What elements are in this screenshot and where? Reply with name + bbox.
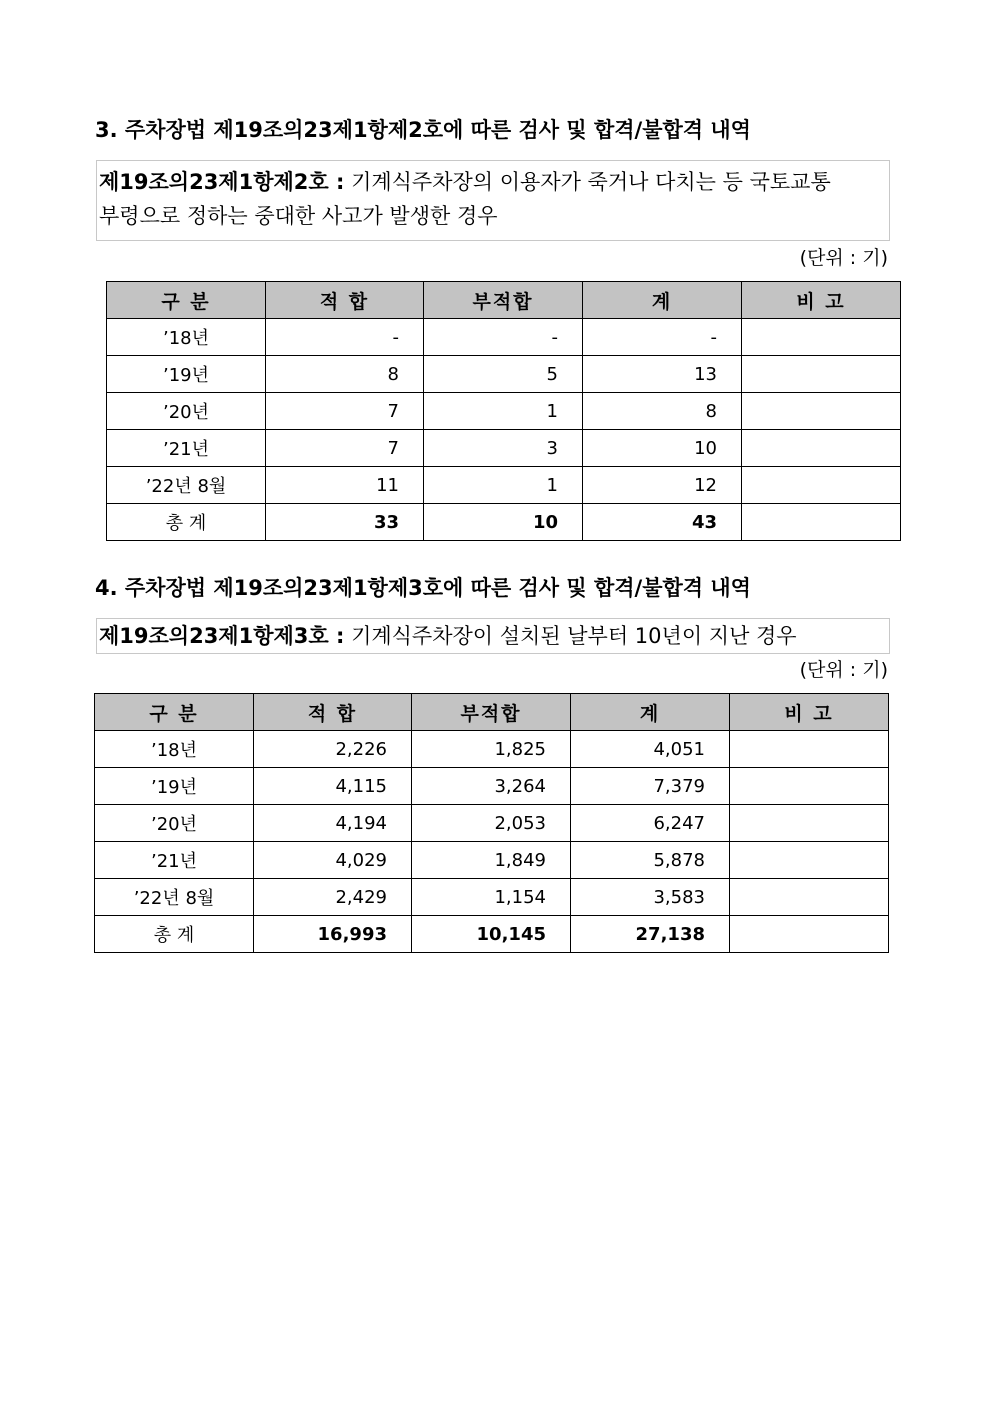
row-label: ’21년	[107, 430, 266, 467]
table-header-row	[95, 694, 889, 731]
row-fail: 1,154	[412, 879, 571, 916]
row-fail: 3,264	[412, 768, 571, 805]
row-total: 6,247	[571, 805, 730, 842]
row-pass: 4,029	[254, 842, 412, 879]
header-fail: 부적합	[424, 282, 583, 319]
row-fail: -	[424, 319, 583, 356]
table-row	[107, 356, 901, 393]
row-label: ’20년	[107, 393, 266, 430]
row-total: 4,051	[571, 731, 730, 768]
header-pass: 적 합	[266, 282, 424, 319]
header-category: 구 분	[95, 694, 254, 731]
header-note: 비 고	[742, 282, 901, 319]
row-total: 8	[583, 393, 742, 430]
row-total: 7,379	[571, 768, 730, 805]
row-label: ’20년	[95, 805, 254, 842]
section3-definition-lead: 제19조의23제1항제2호 :	[99, 170, 345, 194]
section3-definition-line2: 부령으로 정하는 중대한 사고가 발생한 경우	[99, 204, 498, 228]
section4-definition-box	[96, 618, 890, 654]
row-label: ’22년 8월	[107, 467, 266, 504]
header-category: 구 분	[107, 282, 266, 319]
row-total: 13	[583, 356, 742, 393]
row-pass: -	[266, 319, 424, 356]
table-row	[95, 805, 889, 842]
table-row	[95, 731, 889, 768]
section3-definition-box	[96, 160, 890, 241]
header-total: 계	[583, 282, 742, 319]
row-pass: 4,115	[254, 768, 412, 805]
row-note	[742, 319, 901, 356]
row-note	[742, 356, 901, 393]
table-total-row	[107, 504, 901, 541]
section4-definition-lead: 제19조의23제1항제3호 :	[99, 624, 345, 648]
row-pass: 11	[266, 467, 424, 504]
row-label: ’18년	[95, 731, 254, 768]
table-row	[95, 842, 889, 879]
total-pass: 33	[266, 504, 424, 541]
total-label: 총 계	[107, 504, 266, 541]
row-fail: 1	[424, 393, 583, 430]
total-fail: 10,145	[412, 916, 571, 953]
section3-definition-line1: 기계식주차장의 이용자가 죽거나 다치는 등 국토교통	[344, 170, 831, 194]
header-total: 계	[571, 694, 730, 731]
row-note	[730, 805, 889, 842]
table-row	[95, 879, 889, 916]
total-pass: 16,993	[254, 916, 412, 953]
row-pass: 2,226	[254, 731, 412, 768]
row-total: -	[583, 319, 742, 356]
row-fail: 1,849	[412, 842, 571, 879]
row-note	[730, 879, 889, 916]
row-note	[742, 393, 901, 430]
row-label: ’19년	[95, 768, 254, 805]
table-row	[107, 430, 901, 467]
row-fail: 1,825	[412, 731, 571, 768]
row-fail: 3	[424, 430, 583, 467]
section3-unit: (단위 : 기)	[799, 247, 888, 269]
row-total: 5,878	[571, 842, 730, 879]
row-label: ’22년 8월	[95, 879, 254, 916]
header-fail: 부적합	[412, 694, 571, 731]
section3-heading: 3. 주차장법 제19조의23제1항제2호에 따른 검사 및 합격/불합격 내역	[95, 118, 751, 142]
section3-table	[106, 281, 901, 541]
table-row	[107, 319, 901, 356]
row-pass: 7	[266, 430, 424, 467]
total-total: 43	[583, 504, 742, 541]
row-note	[730, 731, 889, 768]
table-row	[95, 768, 889, 805]
row-pass: 2,429	[254, 879, 412, 916]
table-row	[107, 393, 901, 430]
row-label: ’21년	[95, 842, 254, 879]
row-label: ’19년	[107, 356, 266, 393]
row-pass: 7	[266, 393, 424, 430]
total-label: 총 계	[95, 916, 254, 953]
row-note	[742, 467, 901, 504]
total-fail: 10	[424, 504, 583, 541]
row-pass: 4,194	[254, 805, 412, 842]
row-total: 10	[583, 430, 742, 467]
section4-unit: (단위 : 기)	[799, 659, 888, 681]
table-total-row	[95, 916, 889, 953]
table-header-row	[107, 282, 901, 319]
row-fail: 1	[424, 467, 583, 504]
section4-table	[94, 693, 889, 953]
total-total: 27,138	[571, 916, 730, 953]
row-fail: 2,053	[412, 805, 571, 842]
row-note	[730, 768, 889, 805]
row-total: 12	[583, 467, 742, 504]
row-total: 3,583	[571, 879, 730, 916]
row-note	[742, 430, 901, 467]
row-label: ’18년	[107, 319, 266, 356]
section4-definition-line1: 기계식주차장이 설치된 날부터 10년이 지난 경우	[344, 624, 797, 648]
row-note	[730, 842, 889, 879]
header-note: 비 고	[730, 694, 889, 731]
total-note	[742, 504, 901, 541]
header-pass: 적 합	[254, 694, 412, 731]
section4-heading: 4. 주차장법 제19조의23제1항제3호에 따른 검사 및 합격/불합격 내역	[95, 576, 751, 600]
row-fail: 5	[424, 356, 583, 393]
total-note	[730, 916, 889, 953]
row-pass: 8	[266, 356, 424, 393]
table-row	[107, 467, 901, 504]
